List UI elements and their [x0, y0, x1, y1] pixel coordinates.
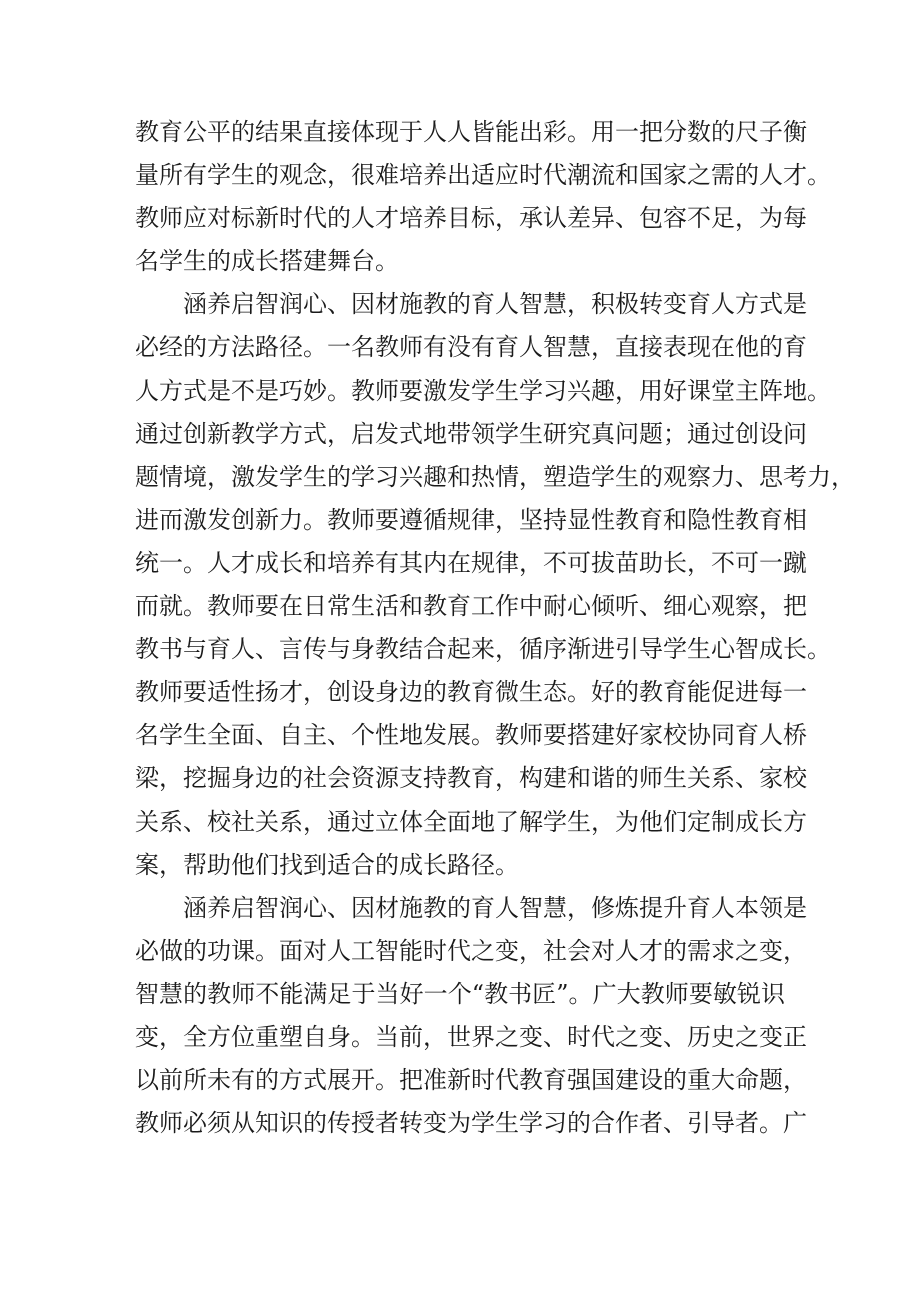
- text-line: 梁，挖掘身边的社会资源支持教育，构建和谐的师生关系、家校: [135, 764, 807, 793]
- text-line: 名学生全面、自主、个性地发展。教师要搭建好家校协同育人桥: [135, 721, 807, 750]
- text-line: 必经的方法路径。一名教师有没有育人智慧，直接表现在他的育: [135, 333, 807, 362]
- text-line: 统一。人才成长和培养有其内在规律，不可拔苗助长，不可一蹴: [135, 548, 807, 577]
- text-line: 必做的功课。面对人工智能时代之变，社会对人才的需求之变，: [135, 936, 807, 965]
- text-line: 通过创新教学方式，启发式地带领学生研究真问题；通过创设问: [135, 419, 807, 448]
- text-line: 教书与育人、言传与身教结合起来，循序渐进引导学生心智成长。: [135, 635, 831, 664]
- document-body-text: [135, 111, 855, 1145]
- text-line: 以前所未有的方式展开。把准新时代教育强国建设的重大命题，: [135, 1066, 807, 1095]
- text-line: 智慧的教师不能满足于当好一个“教书匠”。广大教师要敏锐识: [135, 979, 785, 1008]
- text-line: 进而激发创新力。教师要遵循规律，坚持显性教育和隐性教育相: [135, 505, 807, 534]
- text-line: 而就。教师要在日常生活和教育工作中耐心倾听、细心观察，把: [135, 592, 807, 621]
- text-line: 教师要适性扬才，创设身边的教育微生态。好的教育能促进每一: [135, 678, 807, 707]
- paragraph-first-line: 涵养启智润心、因材施教的育人智慧，修炼提升育人本领是: [183, 893, 807, 922]
- text-line: 教育公平的结果直接体现于人人皆能出彩。用一把分数的尺子衡: [135, 118, 807, 146]
- paragraph-first-line: 涵养启智润心、因材施教的育人智慧，积极转变育人方式是: [183, 290, 807, 319]
- text-line: 关系、校社关系，通过立体全面地了解学生，为他们定制成长方: [135, 807, 807, 836]
- text-line: 教师应对标新时代的人才培养目标，承认差异、包容不足，为每: [135, 204, 807, 233]
- text-line: 案，帮助他们找到适合的成长路径。: [135, 850, 519, 879]
- text-line: 人方式是不是巧妙。教师要激发学生学习兴趣，用好课堂主阵地。: [135, 376, 831, 405]
- text-line: 题情境，激发学生的学习兴趣和热情，塑造学生的观察力、思考力，: [135, 462, 855, 491]
- text-line: 量所有学生的观念，很难培养出适应时代潮流和国家之需的人才。: [135, 161, 831, 190]
- text-line: 教师必须从知识的传授者转变为学生学习的合作者、引导者。广: [135, 1109, 807, 1138]
- text-line: 名学生的成长搭建舞台。: [135, 247, 399, 276]
- text-line: 变，全方位重塑自身。当前，世界之变、时代之变、历史之变正: [135, 1022, 807, 1051]
